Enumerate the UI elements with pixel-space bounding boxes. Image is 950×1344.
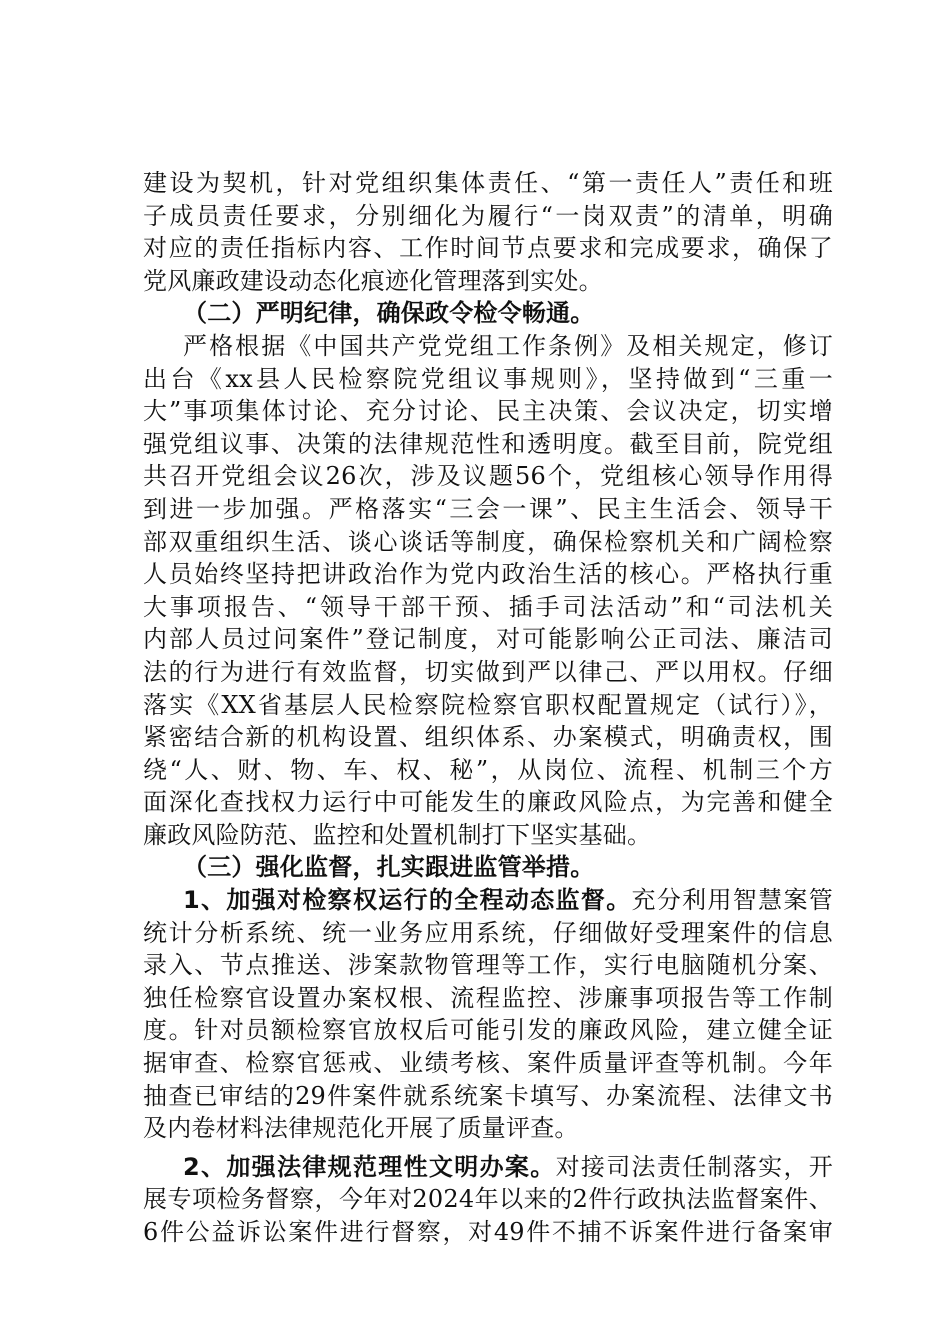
text-line: 及内卷材料法律规范化开展了质量评查。: [143, 1114, 579, 1143]
text-line: 子成员责任要求，分别细化为履行“一岗双责”的清单，明确: [143, 201, 833, 230]
text-line: 建设为契机，针对党组织集体责任、“第一责任人”责任和班: [143, 169, 833, 197]
text-line: 党风廉政建设动态化痕迹化管理落到实处。: [143, 266, 603, 295]
text-line: 录入、节点推送、涉案款物管理等工作，实行电脑随机分案、: [143, 951, 833, 980]
paragraph-4: [143, 1151, 833, 1249]
paragraph-3: [143, 884, 833, 1145]
text-line: 度。针对员额检察官放权后可能引发的廉政风险，建立健全证: [143, 1016, 833, 1045]
text-line: [143, 1151, 833, 1184]
text-line: 强党组议事、决策的法律规范性和透明度。截至目前，院党组: [143, 429, 833, 458]
document-body: [143, 167, 833, 1249]
text-line: 大”事项集体讨论、充分讨论、民主决策、会议决定，切实增: [143, 397, 833, 426]
text-line: 严格根据《中国共产党党组工作条例》及相关规定，修订: [183, 331, 833, 360]
bold-lead-text: 1、加强对检察权运行的全程动态监督。: [183, 886, 632, 915]
text-line: 部双重组织生活、谈心谈话等制度，确保检察机关和广阔检察: [143, 527, 833, 556]
text-line: 独任检察官设置办案权根、流程监控、涉廉事项报告等工作制: [143, 983, 833, 1012]
lead-continuation: 充分利用智慧案管: [631, 886, 833, 915]
text-line: 展专项检务督察，今年对2024年以来的2件行政执法监督案件、: [143, 1185, 833, 1214]
text-line: 法的行为进行有效监督，切实做到严以律己、严以用权。仔细: [143, 657, 833, 686]
text-line: 大事项报告、“领导干部干预、插手司法活动”和“司法机关: [143, 592, 833, 621]
paragraph-2: [143, 330, 833, 852]
text-line: 落实《XX省基层人民检察院检察官职权配置规定（试行）》，: [143, 690, 833, 719]
text-line: 统计分析系统、统一业务应用系统，仔细做好受理案件的信息: [143, 918, 833, 947]
lead-continuation: 对接司法责任制落实，开: [555, 1152, 833, 1181]
text-line: 廉政风险防范、监控和处置机制打下坚实基础。: [143, 820, 652, 849]
text-line: 紧密结合新的机构设置、组织体系、办案模式，明确责权，围: [143, 723, 833, 752]
text-line: 对应的责任指标内容、工作时间节点要求和完成要求，确保了: [143, 234, 833, 263]
text-line: 到进一步加强。严格落实“三会一课”、民主生活会、领导干: [143, 494, 833, 523]
text-line: 面深化查找权力运行中可能发生的廉政风险点，为完善和健全: [143, 788, 833, 817]
text-line: 据审查、检察官惩戒、业绩考核、案件质量评查等机制。今年: [143, 1049, 833, 1078]
paragraph-1: [143, 167, 833, 297]
text-line: 绕“人、财、物、车、权、秘”，从岗位、流程、机制三个方: [143, 755, 833, 784]
text-line: 6件公益诉讼案件进行督察，对49件不捕不诉案件进行备案审: [143, 1218, 833, 1246]
text-line: 内部人员过问案件”登记制度，对可能影响公正司法、廉洁司: [143, 625, 833, 654]
bold-lead-text: 2、加强法律规范理性文明办案。: [183, 1152, 556, 1181]
text-line: 出台《xx县人民检察院党组议事规则》，坚持做到“三重一: [143, 364, 833, 393]
section-heading-2: （二）严明纪律，确保政令检令畅通。: [183, 299, 595, 328]
text-line: 共召开党组会议26次，涉及议题56个，党组核心领导作用得: [143, 462, 833, 491]
text-line: 人员始终坚持把讲政治作为党内政治生活的核心。严格执行重: [143, 560, 833, 589]
section-heading-3: （三）强化监督，扎实跟进监管举措。: [183, 853, 595, 882]
text-line: [143, 884, 833, 917]
text-line: 抽查已审结的29件案件就系统案卡填写、办案流程、法律文书: [143, 1081, 833, 1110]
